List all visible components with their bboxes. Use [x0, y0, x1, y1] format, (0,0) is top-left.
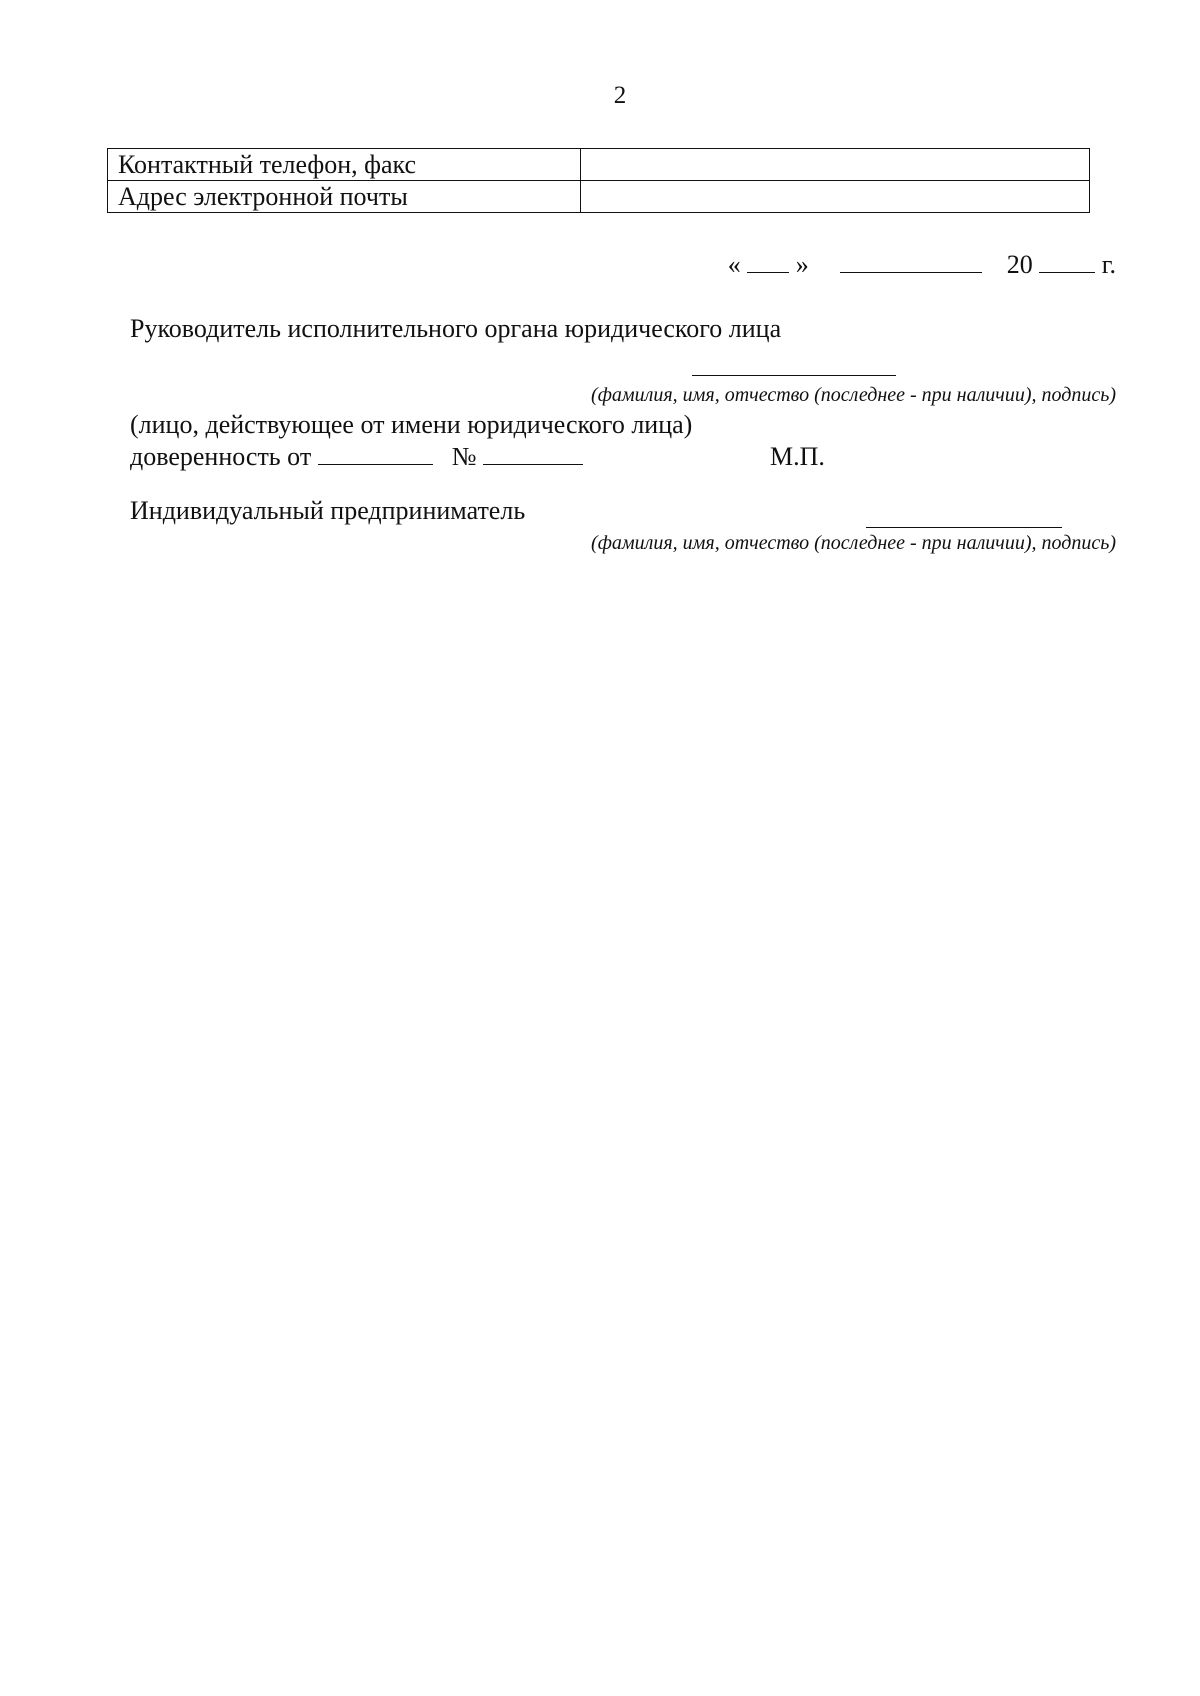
- entrepreneur-title: Индивидуальный предприниматель: [130, 496, 526, 525]
- day-blank[interactable]: [747, 252, 789, 273]
- date-close-quote: »: [795, 250, 809, 279]
- contact-table: [107, 148, 1090, 213]
- contact-phone-fax-label: Контактный телефон, факс: [108, 149, 581, 181]
- seal-mark: М.П.: [770, 442, 825, 471]
- proxy-line: [130, 442, 583, 472]
- entrepreneur-signature-hint: (фамилия, имя, отчество (последнее - при наличии), подпись): [591, 532, 1116, 554]
- contact-phone-fax-value[interactable]: [581, 149, 1090, 181]
- proxy-number-sign: №: [451, 442, 477, 471]
- month-blank[interactable]: [840, 252, 982, 273]
- page-number: 2: [613, 82, 627, 109]
- head-signature-line[interactable]: [692, 375, 896, 376]
- email-address-value[interactable]: [581, 181, 1090, 213]
- proxy-prefix: доверенность от: [130, 442, 312, 471]
- date-open-quote: «: [727, 250, 741, 279]
- entrepreneur-signature-line[interactable]: [866, 527, 1062, 528]
- date-year-suffix: г.: [1101, 250, 1116, 279]
- year-blank[interactable]: [1039, 252, 1095, 273]
- date-line: [728, 250, 1116, 280]
- proxy-date-blank[interactable]: [318, 444, 433, 465]
- email-address-label: Адрес электронной почты: [108, 181, 581, 213]
- date-century: 20: [1006, 250, 1033, 279]
- table-row: [108, 181, 1090, 213]
- head-of-executive-body-title: Руководитель исполнительного органа юридического лица: [130, 314, 782, 343]
- table-row: [108, 149, 1090, 181]
- proxy-number-blank[interactable]: [483, 444, 583, 465]
- representative-note: (лицо, действующее от имени юридического лица): [130, 410, 693, 439]
- head-signature-hint: (фамилия, имя, отчество (последнее - при наличии), подпись): [591, 384, 1116, 406]
